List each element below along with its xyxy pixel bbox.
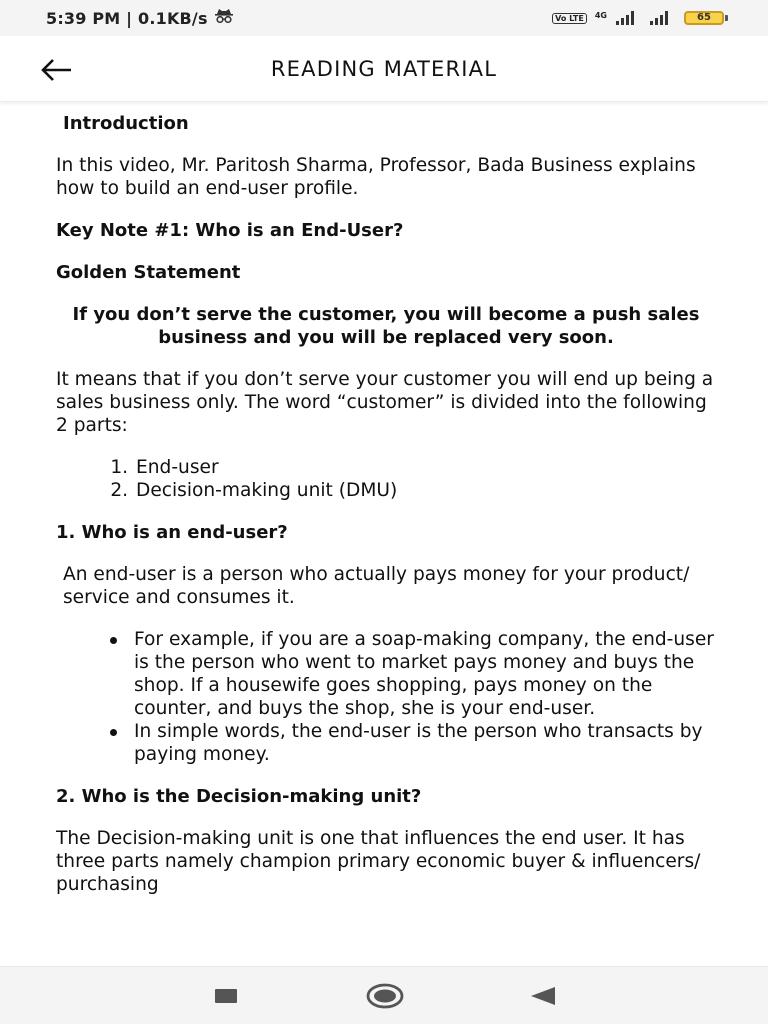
list-item: For example, if you are a soap-making company, the end-user is the person who went to market pays money and buys the shop. If a housewife goes shopping, pays money on the counter, and buys the shop, she is your end-user.: [134, 628, 716, 720]
battery-icon: [684, 11, 728, 25]
page-title: READING MATERIAL: [270, 56, 498, 81]
end-user-heading: 1. Who is an end-user?: [56, 522, 288, 543]
incognito-icon: [214, 8, 234, 28]
battery-level: 65: [684, 11, 724, 25]
status-time-speed: 5:39 PM | 0.1KB/s: [46, 8, 208, 28]
square-icon: [214, 988, 238, 1004]
home-button[interactable]: [365, 981, 405, 1011]
meaning-paragraph: It means that if you don’t serve your customer you will end up being a sales business only. The word “customer” is divided into the following 2 parts:: [56, 369, 714, 436]
reading-content[interactable]: [56, 112, 716, 965]
back-button[interactable]: [36, 50, 76, 90]
dmu-heading: 2. Who is the Decision-making unit?: [56, 786, 422, 807]
nav-back-button[interactable]: [522, 981, 562, 1011]
app-bar: [0, 36, 768, 102]
dmu-paragraph: The Decision-making unit is one that influences the end user. It has three parts namely champion primary economic buyer & influencers/ purchasing: [56, 828, 701, 895]
signal-icon-1: [616, 11, 634, 25]
key-note-heading: Key Note #1: Who is an End-User?: [56, 220, 404, 241]
network-type: 4G: [594, 11, 607, 20]
list-item: In simple words, the end-user is the person who transacts by paying money.: [134, 720, 716, 766]
list-item: 2. Decision-making unit (DMU): [134, 479, 716, 502]
status-left: [46, 8, 234, 28]
end-user-bullets: [56, 628, 716, 766]
volte-badge: Vo LTE: [552, 13, 587, 24]
intro-heading: Introduction: [63, 113, 189, 134]
customer-parts-list: [56, 456, 716, 502]
status-right: [552, 11, 728, 25]
triangle-back-icon: [527, 986, 557, 1006]
arrow-left-icon: [39, 58, 73, 82]
end-user-paragraph: An end-user is a person who actually pays money for your product/ service and consumes it.: [63, 564, 690, 608]
status-bar: [0, 0, 768, 36]
golden-statement-heading: Golden Statement: [56, 262, 241, 283]
recents-button[interactable]: [206, 981, 246, 1011]
circle-icon: [366, 983, 404, 1009]
golden-statement: If you don’t serve the customer, you will become a push sales business and you will be replaced very soon.: [72, 304, 700, 348]
signal-icon-2: [650, 11, 668, 25]
intro-paragraph: In this video, Mr. Paritosh Sharma, Professor, Bada Business explains how to build an end-user profile.: [56, 155, 696, 199]
system-nav-bar: [0, 966, 768, 1024]
list-item: 1. End-user: [134, 456, 716, 479]
